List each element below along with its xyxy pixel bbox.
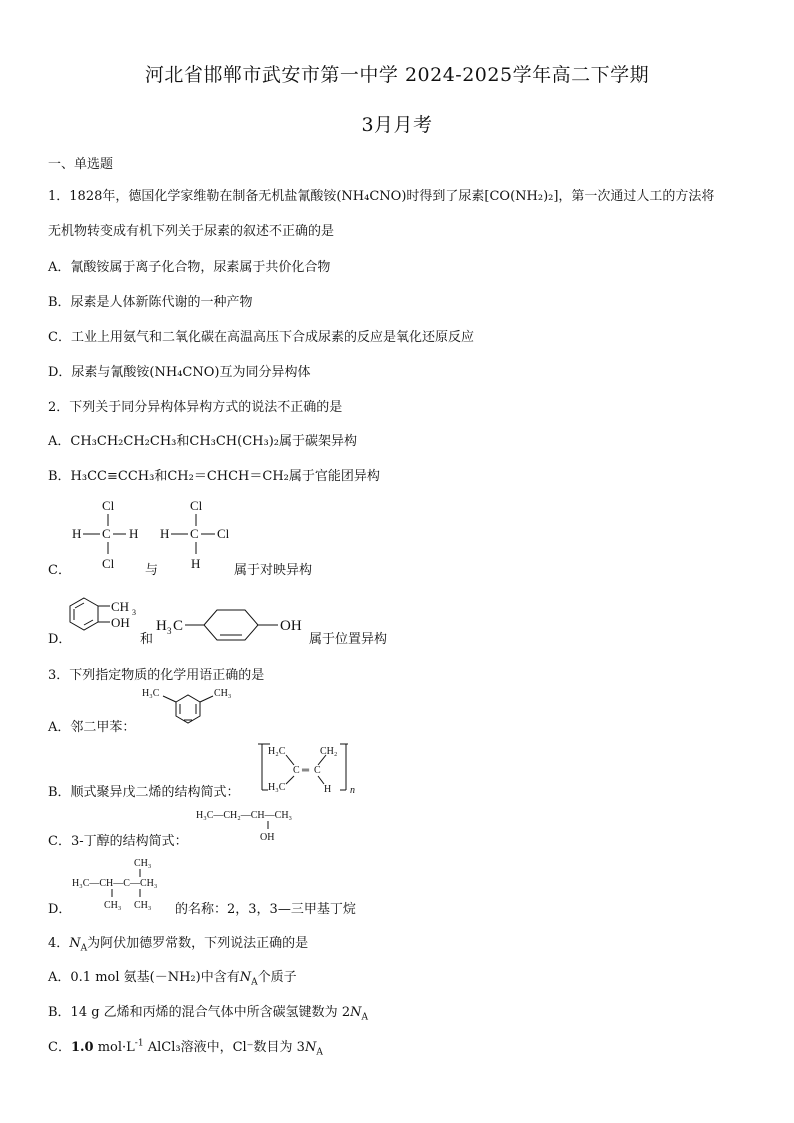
q4-option-a-na: N <box>239 970 252 985</box>
q4-stem <box>48 932 308 954</box>
section-heading: 一、单选题 <box>48 157 114 172</box>
q4-option-a-na-sub: A <box>251 977 258 988</box>
q2-option-c-text: 属于对映异构 <box>234 563 313 578</box>
q1-stem-line1: 1．1828年，德国化学家维勒在制备无机盐氰酸铵(NH₄CNO)时得到了尿素[CO(NH₂)₂]，第一次通过人工的方法将 <box>48 189 715 204</box>
svg-text:C: C <box>173 618 184 634</box>
q4-option-c-sup: -1 <box>134 1038 144 1049</box>
page-title: 河北省邯郸市武安市第一中学 2024-2025学年高二下学期 <box>144 64 650 86</box>
q4-option-b <box>48 1001 368 1023</box>
q2-stem: 2．下列关于同分异构体异构方式的说法不正确的是 <box>48 400 343 415</box>
q4-number: 4． <box>48 936 70 951</box>
svg-text:CH₂: CH₂ <box>320 746 338 757</box>
svg-text:C: C <box>190 526 199 541</box>
q4-option-c <box>48 1036 323 1058</box>
svg-text:3: 3 <box>167 626 172 636</box>
svg-text:CH₃: CH₃ <box>134 900 152 911</box>
svg-text:Cl: Cl <box>102 556 115 571</box>
svg-text:C: C <box>102 526 111 541</box>
svg-text:H: H <box>156 618 167 634</box>
svg-text:H₃C: H₃C <box>142 688 160 699</box>
butanol-structure <box>194 804 324 844</box>
svg-text:n: n <box>350 785 355 796</box>
q1-option-c: C．工业上用氨气和二氧化碳在高温高压下合成尿素的反应是氧化还原反应 <box>48 330 474 345</box>
svg-text:CH₃: CH₃ <box>104 900 122 911</box>
para-cresol-structure <box>154 606 310 642</box>
q4-option-c-na-sub: A <box>316 1047 323 1058</box>
q3-option-c: C．3-丁醇的结构简式： <box>48 834 188 849</box>
svg-text:H₂C: H₂C <box>268 746 286 757</box>
q4-option-a <box>48 966 297 988</box>
svg-text:Cl: Cl <box>190 498 203 513</box>
svg-text:OH: OH <box>111 615 130 630</box>
q3-option-b: B．顺式聚异戊二烯的结构简式： <box>48 785 240 800</box>
dichloromethane-structure-1 <box>68 496 148 574</box>
svg-text:Cl: Cl <box>217 526 230 541</box>
svg-text:C: C <box>314 765 321 776</box>
svg-text:H₃C: H₃C <box>268 782 286 793</box>
q4-option-b-pre: B．14 g 乙烯和丙烯的混合气体中所含碳氢键数为 2 <box>48 1005 351 1020</box>
polyisoprene-structure <box>254 738 358 796</box>
q4-option-a-pre: A．0.1 mol 氨基(－NH₂)中含有 <box>48 970 240 985</box>
q4-option-a-post: 个质子 <box>257 970 297 985</box>
q2-option-a: A．CH₃CH₂CH₂CH₃和CH₃CH(CH₃)₂属于碳架异构 <box>48 434 357 449</box>
q3-option-d-label: D． <box>48 902 72 917</box>
svg-text:CH₃: CH₃ <box>134 858 152 869</box>
q4-option-c-bold: 1.0 <box>70 1040 94 1055</box>
q2-option-c-with: 与 <box>145 563 159 578</box>
q2-option-d-text: 属于位置异构 <box>309 632 388 647</box>
svg-text:H: H <box>129 526 139 541</box>
q3-stem: 3．下列指定物质的化学用语正确的是 <box>48 668 265 683</box>
q2-option-d-and: 和 <box>140 632 154 647</box>
q2-option-d-label: D． <box>48 632 72 647</box>
svg-text:H₃C—CH₂—CH—CH₃: H₃C—CH₂—CH—CH₃ <box>196 810 293 821</box>
q1-option-a: A．氰酸铵属于离子化合物，尿素属于共价化合物 <box>48 260 331 275</box>
q4-option-c-unit: mol·L <box>93 1040 135 1055</box>
svg-text:OH: OH <box>280 618 302 634</box>
q4-option-b-na-sub: A <box>361 1012 368 1023</box>
svg-text:H: H <box>324 784 332 795</box>
svg-text:H: H <box>72 526 82 541</box>
svg-text:Cl: Cl <box>102 498 115 513</box>
svg-text:H: H <box>191 556 201 571</box>
q1-stem-line2: 无机物转变成有机下列关于尿素的叙述不正确的是 <box>48 224 335 239</box>
svg-text:CH: CH <box>111 599 130 614</box>
svg-text:OH: OH <box>260 832 275 843</box>
q4-option-c-label: C． <box>48 1040 71 1055</box>
q2-option-b: B．H₃CC≡CCH₃和CH₂＝CHCH＝CH₂属于官能团异构 <box>48 469 380 484</box>
page-subtitle: 3月月考 <box>361 114 433 136</box>
q1-option-b: B．尿素是人体新陈代谢的一种产物 <box>48 295 253 310</box>
q4-option-c-na: N <box>304 1040 317 1055</box>
q3-option-d-text: 的名称：2，3，3—三甲基丁烷 <box>175 902 356 917</box>
ortho-cresol-structure <box>64 592 144 644</box>
q4-na-symbol: N <box>69 936 81 951</box>
svg-text:H: H <box>160 526 170 541</box>
svg-text:═: ═ <box>302 765 310 776</box>
q4-stem-rest: 为阿伏加德罗常数，下列说法正确的是 <box>87 936 309 951</box>
svg-text:CH₃: CH₃ <box>214 688 232 699</box>
svg-text:3: 3 <box>132 608 136 617</box>
q2-option-c-label: C． <box>48 563 71 578</box>
q4-option-b-na: N <box>350 1005 362 1020</box>
q3-option-a: A．邻二甲苯： <box>48 720 136 735</box>
trimethylbutane-structure <box>70 854 180 912</box>
svg-text:C: C <box>293 765 300 776</box>
q1-option-d: D．尿素与氰酸铵(NH₄CNO)互为同分异构体 <box>48 365 311 380</box>
xylene-structure <box>138 684 242 734</box>
q4-option-c-rest: AlCl₃溶液中，Cl⁻数目为 3 <box>143 1040 305 1055</box>
svg-text:H₃C—CH—C—CH₃: H₃C—CH—C—CH₃ <box>72 878 158 889</box>
q4-na-subscript: A <box>80 943 88 954</box>
